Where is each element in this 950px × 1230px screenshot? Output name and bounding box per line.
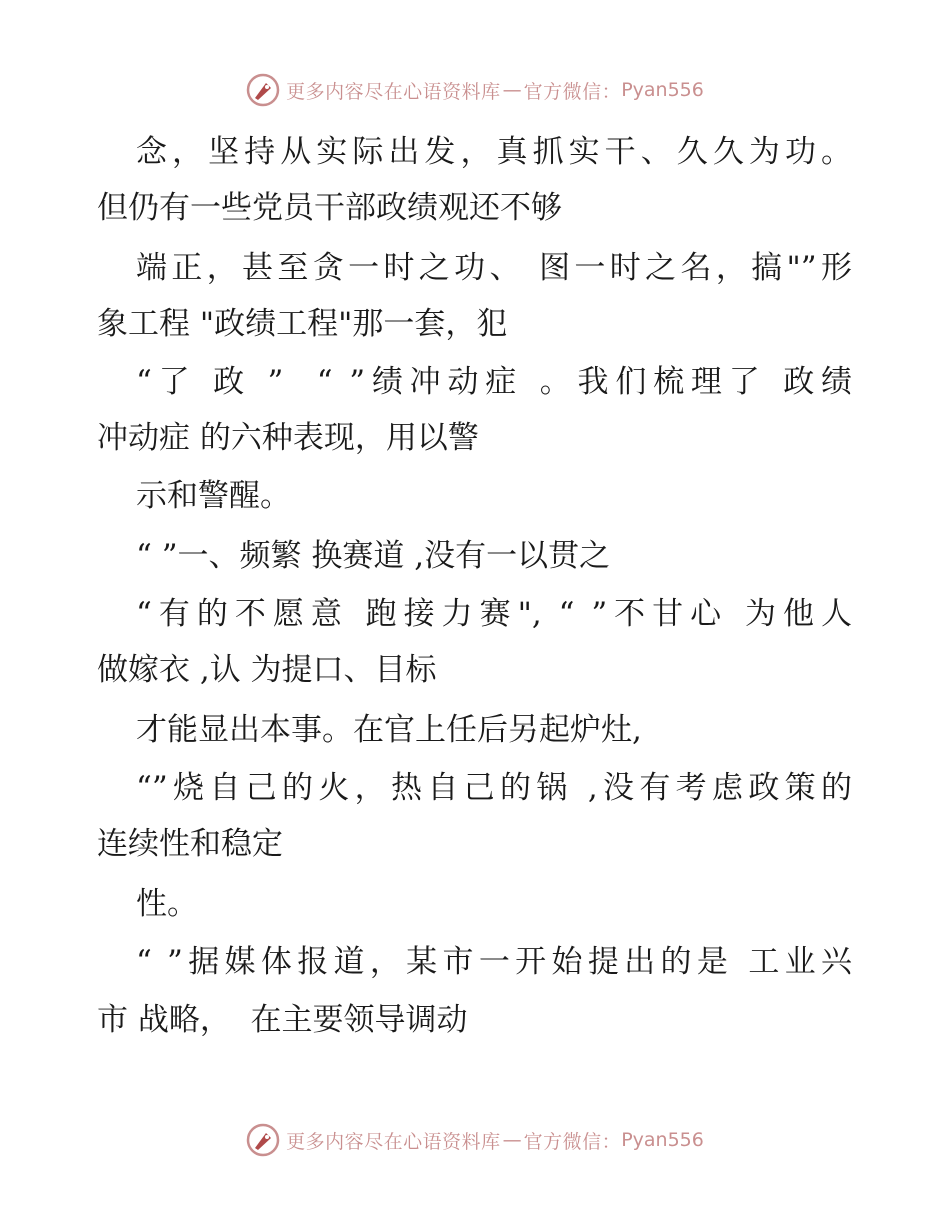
body-line: “了 政 ” “ ”绩冲动症 。我们梳理了 政绩 — [136, 364, 852, 400]
body-line: 市 战略， 在主要领导调动 — [97, 1002, 468, 1038]
footer-watermark — [0, 1120, 950, 1160]
body-line: “ ”据媒体报道，某市一开始提出的是 工业兴 — [136, 944, 852, 980]
watermark-separator: — — [502, 79, 522, 101]
pen-nib-logo-icon — [246, 1123, 280, 1157]
watermark-text: 更多内容尽在心语资料库 — [286, 1130, 501, 1153]
watermark-separator: — — [502, 1129, 522, 1151]
body-line: 念，坚持从实际出发，真抓实干、久久为功。 — [136, 134, 852, 170]
body-line: “有的不愿意 跑接力赛", “ ”不甘心 为他人 — [136, 596, 852, 632]
watermark-label: 官方微信： — [523, 80, 622, 103]
watermark-label: 官方微信： — [523, 1130, 622, 1153]
watermark-text: 更多内容尽在心语资料库 — [286, 80, 501, 103]
body-line: 性。 — [136, 886, 198, 922]
body-line: 做嫁衣 ,认 为提口、目标 — [97, 652, 437, 688]
watermark-wechat-id: Pyan556 — [621, 79, 704, 101]
header-watermark — [0, 70, 950, 110]
body-line: 象工程 "政绩工程"那一套，犯 — [97, 306, 508, 342]
body-line: 但仍有一些党员干部政绩观还不够 — [97, 190, 562, 226]
body-line: 端正，甚至贪一时之功、 图一时之名，搞"”形 — [136, 250, 852, 286]
watermark-wechat-id: Pyan556 — [621, 1129, 704, 1151]
body-line: 才能显出本事。在官上任后另起炉灶, — [136, 712, 642, 748]
body-line: 冲动症 的六种表现，用以警 — [97, 420, 479, 456]
body-line: “”烧自己的火，热自己的锅 ,没有考虑政策的 — [136, 770, 852, 806]
body-line: “ ”一、频繁 换赛道 ,没有一以贯之 — [136, 538, 611, 574]
body-line: 连续性和稳定 — [97, 826, 283, 862]
body-line: 示和警醒。 — [136, 478, 291, 514]
pen-nib-logo-icon — [246, 73, 280, 107]
